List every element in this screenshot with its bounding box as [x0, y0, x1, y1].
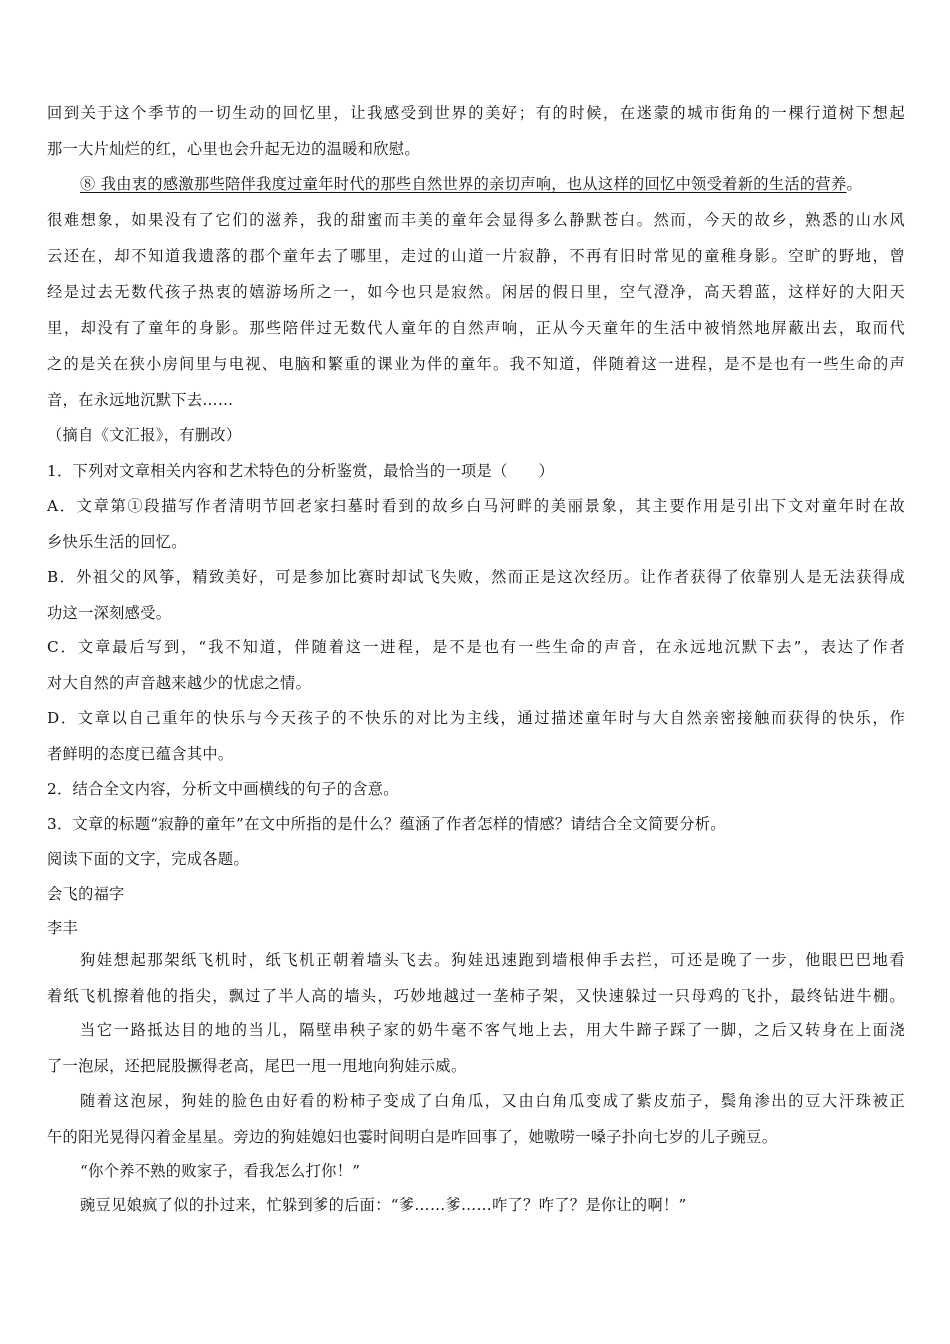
option-c: C．文章最后写到，“我不知道，伴随着这一进程，是不是也有一些生命的声音，在永远地沉默下去”，表达了作者 [47, 638, 905, 656]
option-b-cont: 功这一深刻感受。 [47, 604, 172, 622]
story-line: 当它一路抵达目的地的当儿，隔壁串秧子家的奶牛毫不客气地上去，用大牛蹄子踩了一脚，之后又转身在上面浇 [80, 1021, 905, 1039]
option-b: B．外祖父的风筝，精致美好，可是参加比赛时却试飞失败，然而正是这次经历。让作者获得了依靠别人是无法获得成 [47, 568, 905, 586]
passage-line: 经是过去无数代孩子热衷的嬉游场所之一，如今也只是寂然。闲居的假日里，空气澄净，高天碧蓝，这样好的大阳天 [47, 283, 905, 301]
story-line: 午的阳光晃得闪着金星星。旁边的狗娃媳妇也霎时间明白是咋回事了，她嗷唠一嗓子扑向七岁的儿子豌豆。 [47, 1128, 778, 1146]
story-author: 李丰 [47, 919, 79, 937]
reading-instruction: 阅读下面的文字，完成各题。 [47, 850, 249, 868]
passage-line: 里，却没有了童年的身影。那些陪伴过无数代人童年的自然声响，正从今天童年的生活中被悄然地屏蔽出去，取而代 [47, 319, 905, 337]
question-3: 3．文章的标题“寂静的童年”在文中所指的是什么？蕴涵了作者怎样的情感？请结合全文简要分析。 [47, 815, 726, 833]
passage-line: 之的是关在狭小房间里与电视、电脑和繁重的课业为伴的童年。我不知道，伴随着这一进程，是不是也有一些生命的声 [47, 355, 905, 373]
question-2: 2．结合全文内容，分析文中画横线的句子的含意。 [47, 780, 399, 798]
underlined-sentence [80, 174, 905, 194]
option-a: A．文章第①段描写作者清明节回老家扫墓时看到的故乡白马河畔的美丽景象，其主要作用是引出下文对童年时在故 [47, 497, 905, 515]
option-d-cont: 者鲜明的态度已蕴含其中。 [47, 745, 234, 763]
underlined-end: 。 [846, 175, 863, 193]
option-c-cont: 对大自然的声音越来越少的忧虑之情。 [47, 674, 312, 692]
story-line: 了一泡尿，还把屁股撅得老高，尾巴一甩一甩地向狗娃示威。 [47, 1057, 467, 1075]
passage-line: 很难想象，如果没有了它们的滋养，我的甜蜜而丰美的童年会显得多么静默苍白。然而，今天的故乡，熟悉的山水风 [47, 211, 905, 229]
story-dialogue: “你个养不熟的败家子，看我怎么打你！” [80, 1162, 361, 1180]
option-d: D．文章以自己重年的快乐与今天孩子的不快乐的对比为主线，通过描述童年时与大自然亲密接触而获得的快乐，作 [47, 709, 905, 727]
option-a-cont: 乡快乐生活的回忆。 [47, 533, 187, 551]
underlined-text: ⑧ 我由衷的感激那些陪伴我度过童年时代的那些自然世界的亲切声响，也从这样的回忆中领受着新的生活的营养 [80, 175, 847, 193]
story-line: 随着这泡尿，狗娃的脸色由好看的粉柿子变成了白角瓜，又由白角瓜变成了紫皮茄子，鬓角渗出的豆大汗珠被正 [80, 1092, 905, 1110]
source-note: （摘自《文汇报》，有删改） [47, 426, 242, 444]
passage-line: 那一大片灿烂的红，心里也会升起无边的温暖和欣慰。 [47, 140, 420, 158]
story-title: 会飞的福字 [47, 885, 125, 903]
story-line: 狗娃想起那架纸飞机时，纸飞机正朝着墙头飞去。狗娃迅速跑到墙根伸手去拦，可还是晚了一步，他眼巴巴地看 [80, 951, 905, 969]
story-dialogue: 豌豆见娘疯了似的扑过来，忙躲到爹的后面：“爹……爹……咋了？咋了？是你让的啊！” [80, 1196, 687, 1214]
question-1-stem: 1．下列对文章相关内容和艺术特色的分析鉴赏，最恰当的一项是（ ） [47, 462, 555, 480]
passage-line: 云还在，却不知道我遗落的郡个童年去了哪里，走过的山道一片寂静，不再有旧时常见的童稚身影。空旷的野地，曾 [47, 247, 905, 265]
passage-line: 音，在永远地沉默下去…… [47, 391, 234, 409]
story-line: 着纸飞机擦着他的指尖，飘过了半人高的墙头，巧妙地越过一垄柿子架，又快速躲过一只母鸡的飞扑，最终钻进牛棚。 [47, 987, 905, 1005]
passage-line: 回到关于这个季节的一切生动的回忆里，让我感受到世界的美好；有的时候，在迷蒙的城市街角的一棵行道树下想起 [47, 104, 905, 122]
